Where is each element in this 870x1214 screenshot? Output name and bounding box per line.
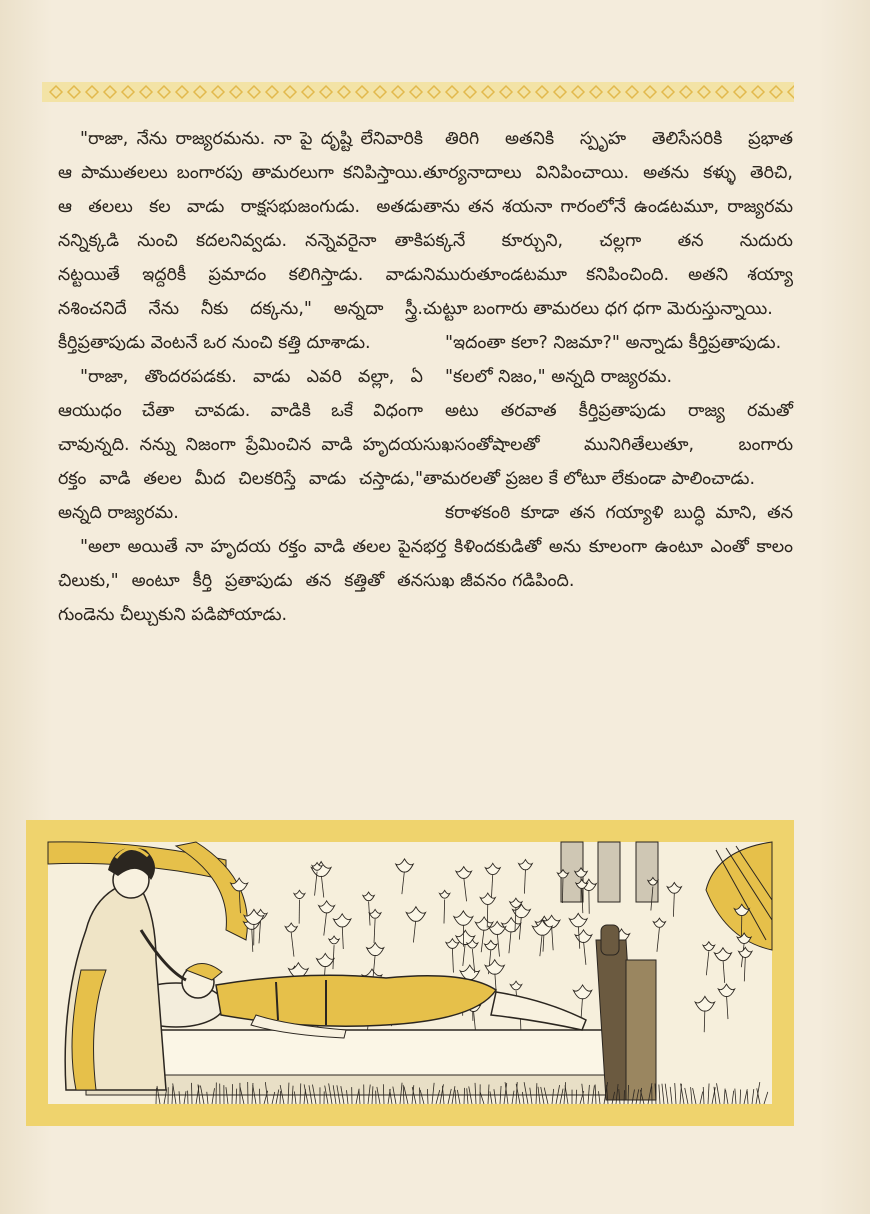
border-diamond-icon [284, 86, 296, 98]
border-diamond-icon [320, 86, 332, 98]
border-diamond-icon [698, 86, 710, 98]
border-diamond-icon [356, 86, 368, 98]
paragraph: అటు తరవాత కీర్తిప్రతాపుడు రాజ్య రమతో సుఖసంతోషాలతో మునిగితేలుతూ, బంగారు తామరలతో ప్రజల కే లోటూ లేకుండా పాలించాడు. [423, 401, 793, 489]
border-diamond-icon [50, 86, 62, 98]
border-diamond-icon [608, 86, 620, 98]
border-diamond-icon [392, 86, 404, 98]
border-diamond-icon [518, 86, 530, 98]
border-diamond-icon [122, 86, 134, 98]
left-text-column [58, 122, 423, 632]
paragraph: "కలలో నిజం," అన్నది రాజ్యరమ. [445, 367, 673, 387]
grass-blade [259, 1089, 260, 1104]
border-diamond-icon [752, 86, 764, 98]
border-diamond-icon [302, 86, 314, 98]
border-diamond-icon [500, 86, 512, 98]
paragraph: "ఇదంతా కలా? నిజమా?" అన్నాడు కీర్తిప్రతాపుడు. [445, 333, 782, 353]
border-diamond-icon [230, 86, 242, 98]
paragraph: "రాజా, తొందరపడకు. వాడు ఎవరి వల్లా, ఏ ఆయుధం చేతా చావడు. వాడికి ఒకే విధంగా చావున్నది. నన్ను నిజంగా ప్రేమించిన వాడి హృదయ రక్తం వాడి తలల మీద చిలకరిస్తే వాడు చస్తాడు," అన్నది రాజ్యరమ. [58, 367, 423, 523]
border-diamond-icon [338, 86, 350, 98]
paragraph: తిరిగి అతనికి స్పృహ తెలిసేసరికి ప్రభాత తూర్యనాదాలు వినిపించాయి. అతను కళ్ళు తెరిచి, తాను తన శయనా గారంలోనే ఉండటమూ, రాజ్యరమ పక్కనే కూర్చుని, చల్లగా తన నుదురు నిమురుతూండటమూ కనిపించింది. అతని శయ్యా చుట్టూ బంగారు తామరలు ధగ ధగా మెరుస్తున్నాయి. [423, 129, 793, 319]
right-text-column [423, 122, 793, 598]
border-diamond-icon [410, 86, 422, 98]
border-diamond-icon [446, 86, 458, 98]
border-diamond-icon [194, 86, 206, 98]
paragraph: కరాళకంఠి కూడా తన గయ్యాళి బుద్ధి మాని, తన భర్త కిళిందకుడితో అను కూలంగా ఉంటూ ఎంతో కాలం సుఖ జీవనం గడిపింది. [423, 503, 793, 591]
border-diamond-icon [554, 86, 566, 98]
border-diamond-icon [266, 86, 278, 98]
border-diamond-icon [68, 86, 80, 98]
border-diamond-icon [536, 86, 548, 98]
border-diamond-icon [590, 86, 602, 98]
paragraph: "అలా అయితే నా హృదయ రక్తం వాడి తలల పైన చిలుకు," అంటూ కీర్తి ప్రతాపుడు తన కత్తితో తన గుండెను చీల్చుకుని పడిపోయాడు. [58, 537, 423, 625]
border-diamond-icon [572, 86, 584, 98]
border-diamond-icon [140, 86, 152, 98]
border-diamond-icon [374, 86, 386, 98]
border-diamond-icon [770, 86, 782, 98]
border-diamond-icon [464, 86, 476, 98]
illustration-artwork [26, 820, 794, 1126]
border-diamond-icon [86, 86, 98, 98]
border-diamond-icon [248, 86, 260, 98]
grass-blade [280, 1091, 281, 1104]
story-illustration [26, 820, 794, 1126]
border-diamond-icon [428, 86, 440, 98]
border-diamond-icon [482, 86, 494, 98]
border-diamond-icon [158, 86, 170, 98]
paragraph: "రాజా, నేను రాజ్యరమను. నా పై దృష్టి లేనివారికి ఆ పాముతలలు బంగారపు తామరలుగా కనిపిస్తాయి. ఆ తలలు కల వాడు రాక్షసభుజంగుడు. అతడు నన్నిక్కడి నుంచి కదలనివ్వడు. నన్నెవరైనా తాకి నట్టయితే ఇద్దరికీ ప్రమాదం కలిగిస్తాడు. వాడు నశించనిదే నేను నీకు దక్కను," అన్నదా స్త్రీ. కీర్తిప్రతాపుడు వెంటనే ఒర నుంచి కత్తి దూశాడు. [58, 129, 423, 353]
border-diamond-icon [644, 86, 656, 98]
border-diamond-icon [212, 86, 224, 98]
border-diamond-icon [734, 86, 746, 98]
border-diamond-icon [788, 86, 794, 98]
grass-blade [232, 1084, 233, 1104]
border-diamond-icon [662, 86, 674, 98]
border-diamond-icon [626, 86, 638, 98]
border-motif-icon [42, 82, 794, 102]
border-diamond-icon [680, 86, 692, 98]
border-diamond-icon [104, 86, 116, 98]
border-diamond-icon [176, 86, 188, 98]
border-diamond-icon [716, 86, 728, 98]
decorative-border [42, 82, 794, 102]
grass-blade [427, 1089, 428, 1104]
